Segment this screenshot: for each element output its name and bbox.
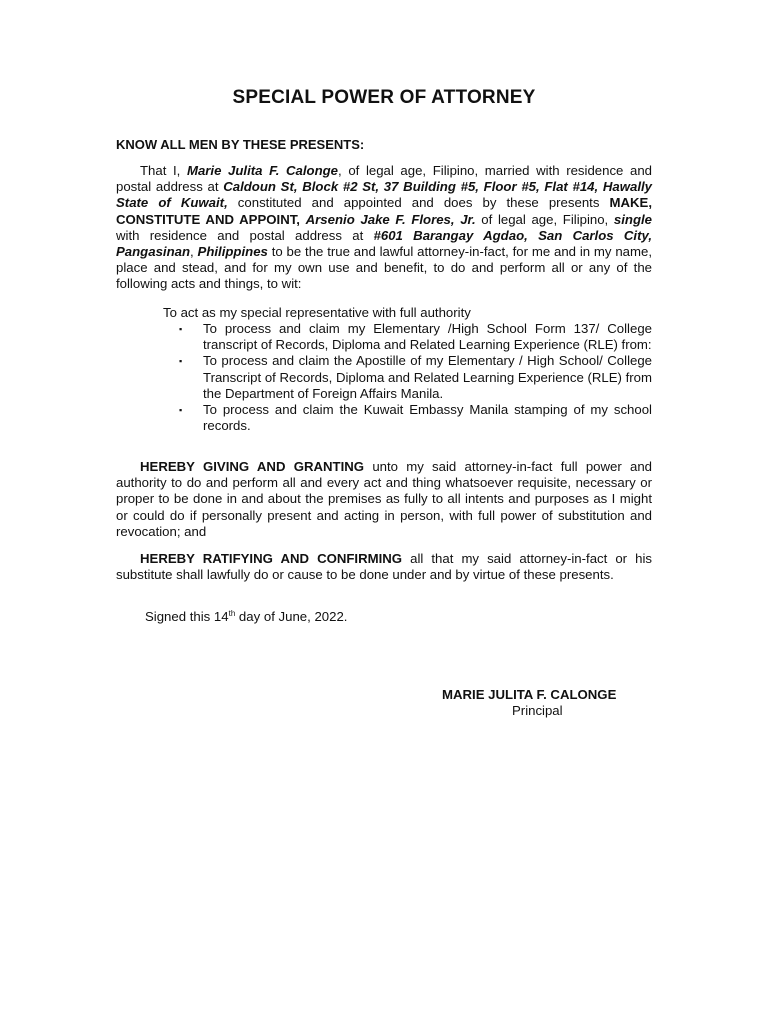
signatory-role: Principal [512, 703, 563, 718]
attorney-name: Arsenio Jake F. Flores, Jr. [305, 211, 476, 227]
intro-text-5: of legal age, Filipino, [475, 211, 614, 227]
signed-prefix: Signed this 14 [145, 609, 229, 624]
list-item [179, 353, 652, 402]
signatory-name: MARIE JULITA F. CALONGE [442, 687, 617, 702]
know-all-heading: KNOW ALL MEN BY THESE PRESENTS: [116, 137, 365, 152]
intro-text-3: constituted and appointed and does by these presents [227, 195, 610, 211]
bullet-icon: ▪ [179, 356, 183, 367]
intro-text-7: , [190, 244, 198, 260]
principal-address: Caldoun St, Block #2 St, 37 Building #5, Floor #5, Flat #14, Hawally State of Kuwait, [116, 179, 652, 211]
list-item [179, 321, 652, 353]
intro-text-8: to be the true and lawful attorney-in-fact, for me and in my name, place and stead, and for my own use and benefit, to do and perform all or any of the following acts and things, to wit: [116, 244, 652, 292]
act-text: To process and claim my Elementary /High School Form 137/ College transcript of Records, Diploma and Related Learning Experience (RLE) from: [203, 321, 652, 353]
country: Philippines [197, 244, 268, 260]
ratifying-paragraph [116, 551, 652, 583]
signed-ordinal: th [228, 609, 236, 618]
granting-text: unto my said attorney-in-fact full power and authority to do and perform all and every act and thing whatsoever requisite, necessary or proper to be done in and about the premises as fully to all intents and purposes as I might or could do if personally present and acting in person, with full power of substitution and revocation; and [116, 459, 652, 539]
intro-text-2: , of legal age, Filipino, married with residence and postal address at [116, 163, 653, 195]
attorney-address: #601 Barangay Agdao, San Carlos City, Pangasinan [116, 227, 652, 260]
acts-lead: To act as my special representative with full authority [163, 305, 471, 320]
signed-line [145, 609, 347, 624]
bullet-icon: ▪ [179, 324, 183, 334]
document-title: SPECIAL POWER OF ATTORNEY [232, 87, 536, 108]
granting-bold: HEREBY GIVING AND GRANTING [140, 459, 365, 474]
ratifying-bold: HEREBY RATIFYING AND CONFIRMING [140, 551, 403, 566]
act-text: To process and claim the Apostille of my Elementary / High School/ College Transcript of Records, Diploma and Related Learning Experience (RLE) from the Department of Foreign Affairs Manila. [203, 353, 652, 401]
intro-paragraph [116, 163, 652, 293]
acts-list [179, 321, 652, 434]
intro-text-1: That I, [140, 163, 187, 178]
principal-name: Marie Julita F. Calonge [186, 163, 339, 178]
list-item [179, 402, 652, 434]
appoint-phrase: MAKE, CONSTITUTE AND APPOINT, [116, 195, 652, 227]
ratifying-text: all that my said attorney-in-fact or his substitute shall lawfully do or cause to be done under and by virtue of these presents. [116, 551, 652, 583]
civil-status: single [613, 211, 652, 227]
bullet-icon: ▪ [179, 405, 183, 416]
intro-text-6: with residence and postal address at [116, 227, 374, 243]
act-text: To process and claim the Kuwait Embassy Manila stamping of my school records. [203, 402, 652, 434]
granting-paragraph [116, 459, 652, 540]
signed-rest: day of June, 2022. [235, 609, 348, 624]
